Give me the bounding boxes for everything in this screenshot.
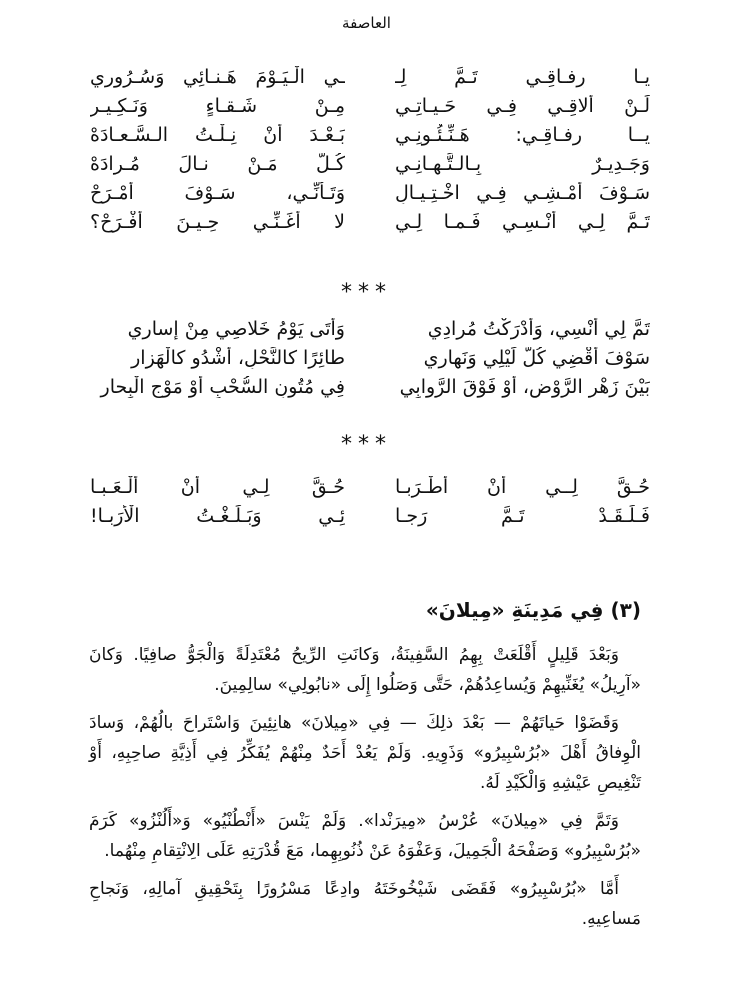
verse-first-hemistich: حُـقَّ لِــي أَنْ أَطْـرَبـا — [395, 476, 650, 498]
verse-second-hemistich: كُـلُّ مَـنْ نـالَ مُـرادَهْ — [90, 153, 345, 175]
paragraph: وَقَضَوْا حَياتَهُمْ — بَعْدَ ذلِكَ — فِي «مِيلانَ» هانِئِينَ وَاسْتَراحَ بالُهُمْ، وَسادَ الْوِفاقُ أَهْلَ «بُرُسْبِيرُو» وَذَوِيهِ. وَلَمْ يَعُدْ أَحَدٌ مِنْهُمْ يُفَكِّرُ فِي أَذِيَّةِ صاحِبِهِ، أَوْ تَنْغِيصِ عَيْشِهِ وَالْكَيْدِ لَهُ. — [89, 713, 641, 793]
stanza-separator: *** — [341, 280, 392, 305]
verse-line — [90, 211, 650, 240]
verse-second-hemistich: طائِرًا كالنَّحْلِ، أَشْدُو كالْهَزارِ — [131, 347, 345, 369]
verse-first-hemistich: لَـنْ أُلاقِـي فِـي حَـيـاتِـي — [395, 95, 650, 117]
verse-first-hemistich: تَمَّ لِي أُنْسِي، وَأَدْرَكْتُ مُرادِي — [427, 318, 650, 340]
verse-line — [90, 153, 650, 182]
verse-line — [90, 182, 650, 211]
running-header: العاصفة — [342, 14, 391, 32]
verse-second-hemistich: لا أُغَـنِّـي حِـيـنَ أَفْـرَحْ؟ — [90, 211, 345, 233]
paragraph: أَمَّا «بُرُسْبِيرُو» فَقَضَى شَيْخُوخَتَهُ وادِعًا مَسْرُورًا بِتَحْقِيقِ آمالِهِ، وَنَجاحِ مَساعِيهِ. — [89, 879, 641, 929]
paragraph: وَبَعْدَ قَلِيلٍ أَقْلَعَتْ بِهِمُ السَّفِينَةُ، وَكانَتِ الرِّيحُ مُعْتَدِلَةً وَالْجَوُّ صافِيًا. وَكانَ «آرِيلُ» يُغَنِّيهِمْ وَيُساعِدُهُمْ، حَتَّى وَصَلُوا إِلَى «نابُولِي» سالِمِينَ. — [89, 645, 641, 695]
verse-second-hemistich: بَـعْـدَ أَنْ نِـلْـتُ الـسَّـعـادَهْ — [90, 124, 345, 146]
verse-first-hemistich: تَـمَّ لِـي أُنْـسِـي فَـمـا لِـي — [395, 211, 650, 233]
poem-stanza-2 — [90, 318, 650, 405]
verse-line — [90, 318, 650, 347]
verse-first-hemistich: سَوْفَ أَقْضِي كُلَّ لَيْلِي وَنَهارِي — [423, 347, 650, 369]
verse-first-hemistich: بَيْنَ زَهْرِ الرَّوْضِ، أَوْ فَوْقَ الرَّوابِي — [399, 376, 650, 398]
verse-line — [90, 66, 650, 95]
verse-line — [90, 95, 650, 124]
verse-first-hemistich: فَـلَـقَـدْ تَـمَّ رَجـا — [395, 505, 650, 527]
verse-second-hemistich: ئِـي وَبَـلَـغْـتُ الْأَرَبـا! — [90, 505, 345, 527]
verse-first-hemistich: يـا رِفـاقِـي تَـمَّ لِـ — [395, 66, 650, 88]
verse-first-hemistich: وَجَـدِيـرٌ بِـالـتَّـهـانِـي — [395, 153, 650, 175]
verse-second-hemistich: مِـنْ شَـقـاءٍ وَنَـكِـيـرِ — [90, 95, 345, 117]
verse-second-hemistich: حُـقَّ لِـي أَنْ أَلْـعَـبـا — [90, 476, 345, 498]
verse-first-hemistich: سَـوْفَ أَمْـشِـي فِـي اخْـتِـيـالِ — [395, 182, 650, 204]
verse-second-hemistich: فِي مُتُونِ السُّحْبِ أَوْ مَوْجِ الْبِحارِ — [100, 376, 345, 398]
section-title: (٣) فِي مَدِينَةِ «مِيلانَ» — [425, 598, 641, 622]
prose-body — [89, 640, 641, 942]
paragraph: وَتَمَّ فِي «مِيلانَ» عُرْسُ «مِيرَنْدا». وَلَمْ يَنْسَ «أَنْطُنْيُو» وَ«أَلُنْزُو» كَرَمَ «بُرُسْبِيرُو» وَصَفْحَهُ الْجَمِيلَ، وَعَفْوَهُ عَنْ ذُنُوبِهِما، مَعَ قُدْرَتِهِ عَلَى الِانْتِقامِ مِنْهُما. — [89, 811, 641, 861]
verse-second-hemistich: وَتَـأَنِّـي، سَـوْفَ أَمْـرَحْ — [90, 182, 345, 204]
verse-line — [90, 347, 650, 376]
verse-second-hemistich: ـي الْـيَـوْمَ هَـنـائِي وَسُـرُورِي — [90, 66, 345, 88]
verse-line — [90, 476, 650, 505]
poem-stanza-3 — [90, 476, 650, 534]
verse-line — [90, 505, 650, 534]
stanza-separator: *** — [341, 432, 392, 457]
verse-second-hemistich: وَأَتَى يَوْمُ خَلاصِي مِنْ إِسارِي — [127, 318, 345, 340]
verse-first-hemistich: يــا رِفـاقِـي: هَـنِّـئُـونِـي — [395, 124, 650, 146]
verse-line — [90, 376, 650, 405]
verse-line — [90, 124, 650, 153]
poem-stanza-1 — [90, 66, 650, 240]
